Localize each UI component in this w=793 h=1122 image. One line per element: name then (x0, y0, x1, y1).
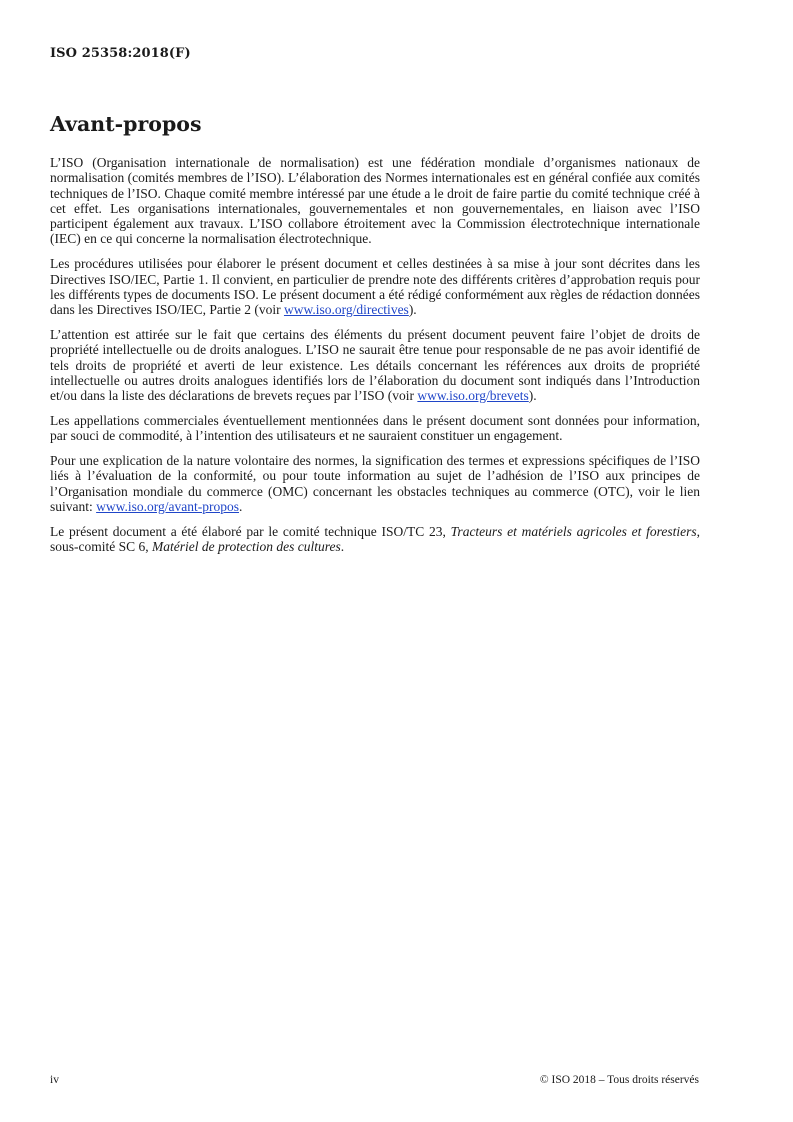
paragraph-voluntary-nature (50, 453, 700, 514)
paragraph-iso-organisation: L’ISO (Organisation internationale de normalisation) est une fédération mondiale d’organismes nationaux de normalisation (comités membres de l’ISO). L’élaboration des Normes internationales est en général confiée aux comités techniques de l’ISO. Chaque comité membre intéressé par une étude a le droit de faire partie du comité technique créé à cet effet. Les organisations internationales, gouvernementales et non gouvernementales, en liaison avec l’ISO participent également aux travaux. L’ISO collabore étroitement avec la Commission électrotechnique internationale (IEC) en ce qui concerne la normalisation électrotechnique. (50, 155, 700, 247)
paragraph-committee (50, 524, 700, 555)
link-avant-propos[interactable]: www.iso.org/avant-propos (96, 498, 239, 514)
paragraph-voluntary-nature-end: . (238, 498, 243, 514)
paragraph-patents (50, 327, 700, 403)
committee-text-e: . (340, 539, 345, 555)
foreword-body (50, 155, 700, 564)
paragraph-voluntary-nature-text: Pour une explication de la nature volontaire des normes, la signification des termes et expressions spécifiques de l’ISO liés à l’évaluation de la conformité, ou pour toute information au sujet de l’adhésion de l’ISO aux principes de l’Organisation mondiale du commerce (OMC) concernant les obstacles techniques au commerce (OTC), voir le lien suivant: (50, 453, 700, 514)
paragraph-procedures-text: Les procédures utilisées pour élaborer le présent document et celles destinées à sa mise à jour sont décrites dans les Directives ISO/IEC, Partie 1. Il convient, en particulier de prendre note des différents critères d’approbation requis pour les différents types de documents ISO. Le présent document a été rédigé conformément aux règles de rédaction données dans les Directives ISO/IEC, Partie 2 (voir (50, 256, 700, 318)
document-id: ISO 25358:2018(F) (50, 46, 191, 61)
committee-name: Tracteurs et matériels agricoles et forestiers (450, 523, 697, 539)
link-directives[interactable]: www.iso.org/directives (283, 302, 409, 318)
paragraph-procedures-end: ). (408, 302, 417, 318)
paragraph-procedures (50, 256, 700, 317)
paragraph-patents-end: ). (528, 388, 537, 404)
copyright-notice: © ISO 2018 – Tous droits réservés (539, 1074, 699, 1086)
page-number: iv (50, 1074, 59, 1086)
paragraph-patents-text: L’attention est attirée sur le fait que certains des éléments du présent document peuvent faire l’objet de droits de propriété intellectuelle ou de droits analogues. L’ISO ne saurait être tenue pour responsable de ne pas avoir identifié de tels droits de propriété et averti de leur existence. Les détails concernant les références aux droits de propriété intellectuelle ou autres droits analogues identifiés lors de l’élaboration du document sont indiqués dans l’Introduction et/ou dans la liste des déclarations de brevets reçues par l’ISO (voir (50, 326, 700, 404)
committee-text-a: Le présent document a été élaboré par le comité technique ISO/TC 23, (50, 523, 451, 539)
paragraph-trade-names: Les appellations commerciales éventuellement mentionnées dans le présent document sont données pour information, par souci de commodité, à l’intention des utilisateurs et ne sauraient constituer un engagement. (50, 412, 700, 444)
link-brevets[interactable]: www.iso.org/brevets (417, 388, 529, 404)
committee-text-c: , sous-comité SC 6, (50, 523, 700, 555)
page-title: Avant-propos (50, 112, 202, 136)
subcommittee-name: Matériel de protection des cultures (152, 539, 341, 555)
